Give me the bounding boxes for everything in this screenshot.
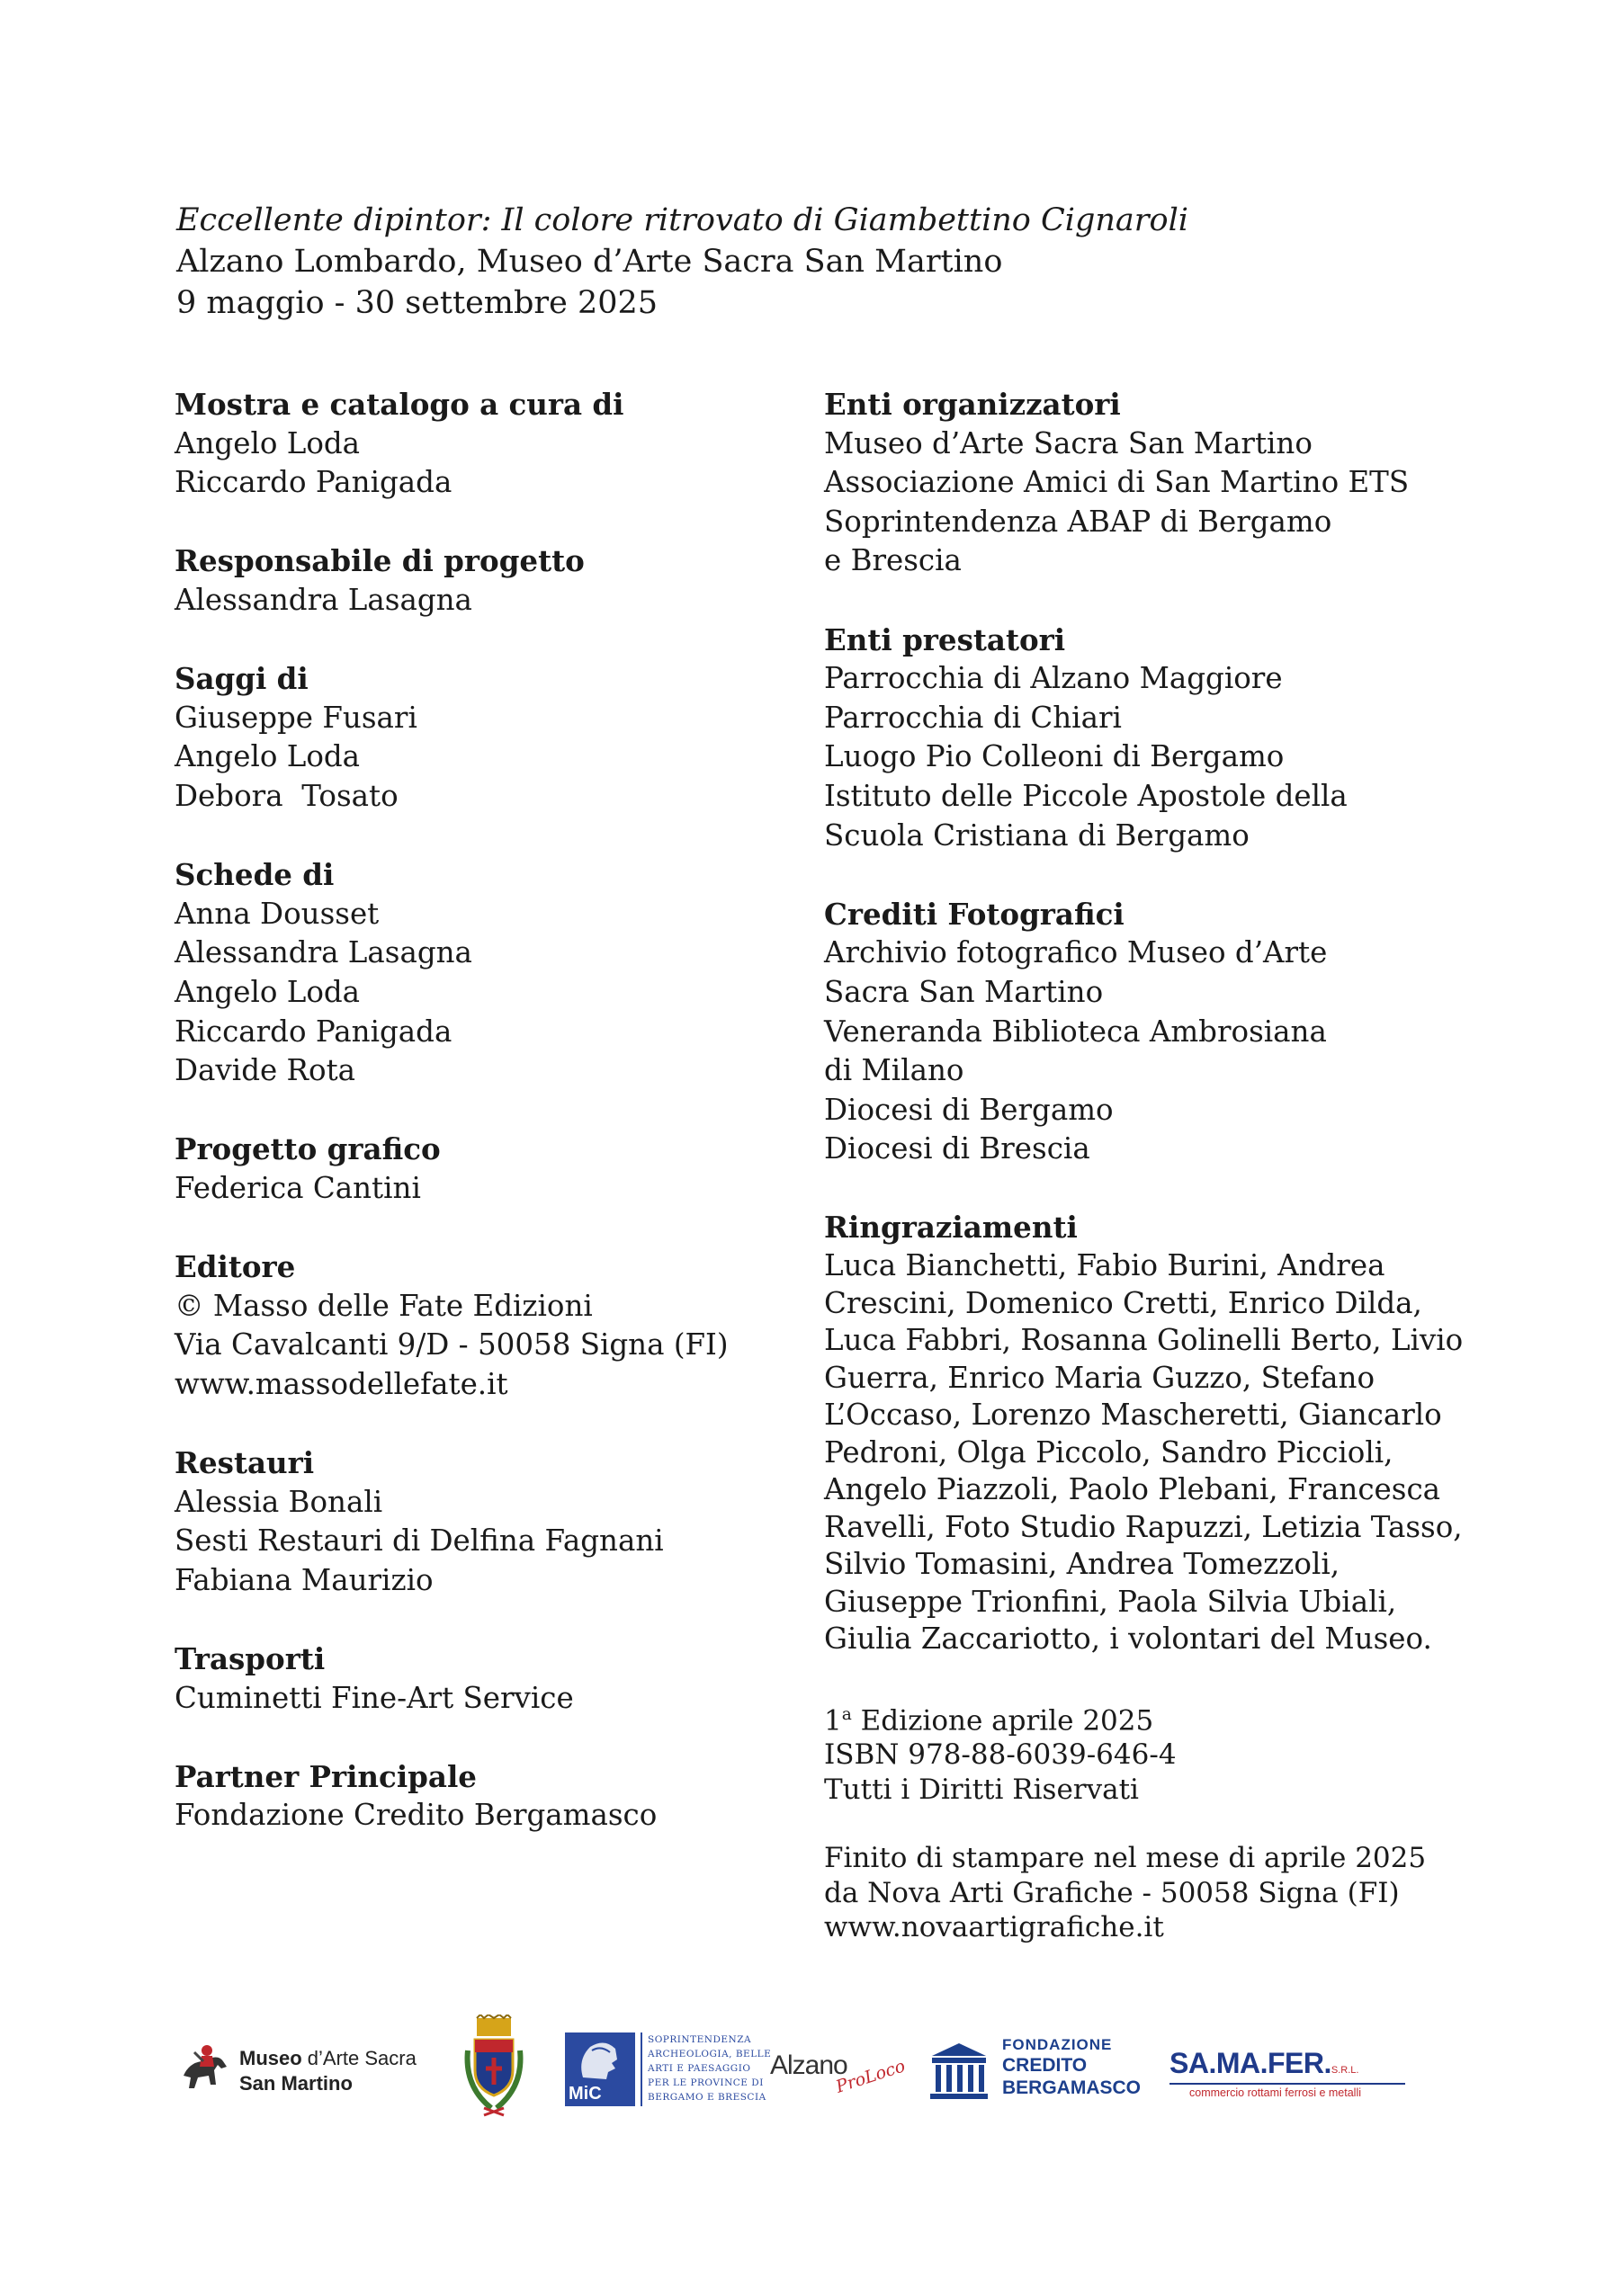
section-heading: Mostra e catalogo a cura di <box>175 387 624 422</box>
credit-line: e Brescia <box>824 543 962 578</box>
mic-head-icon <box>565 2032 635 2086</box>
credit-line: Alessandra Lasagna <box>175 935 472 970</box>
edition-line <box>824 1698 1454 1738</box>
credit-line: Parrocchia di Alzano Maggiore <box>824 661 1283 696</box>
alzano-proloco-logo <box>770 2050 914 2104</box>
credit-line: Federica Cantini <box>175 1170 421 1205</box>
credits-section <box>175 541 804 620</box>
printing-line: da Nova Arti Grafiche - 50058 Signa (FI) <box>824 1876 1400 1909</box>
credit-line: Giuseppe Fusari <box>175 700 417 735</box>
thanks-line: Crescini, Domenico Cretti, Enrico Dilda, <box>824 1285 1422 1320</box>
right-column <box>824 385 1464 1945</box>
exhibition-title: Eccellente dipintor: Il colore ritrovato di Giambettino Cignaroli <box>176 202 1188 238</box>
left-column <box>175 385 804 1836</box>
thanks-section <box>824 1208 1464 1657</box>
credit-line: Davide Rota <box>175 1053 356 1088</box>
credit-line: Museo d’Arte Sacra San Martino <box>824 425 1313 460</box>
samafer-name: SA.MA.FER. <box>1169 2047 1331 2079</box>
museo-logo-word: Museo <box>239 2047 302 2069</box>
museo-logo-line2: San Martino <box>239 2072 353 2095</box>
thanks-line: Guerra, Enrico Maria Guzzo, Stefano <box>824 1360 1376 1395</box>
thanks-line: Giuseppe Trionfini, Paola Silvia Ubiali, <box>824 1584 1397 1619</box>
edition-text: Edizione aprile 2025 <box>851 1703 1154 1737</box>
credit-line: Angelo Loda <box>175 425 361 460</box>
credits-section <box>175 855 804 1091</box>
credits-section <box>175 1757 804 1836</box>
mic-text-line: BERGAMO E BRESCIA <box>648 2092 766 2103</box>
temple-icon <box>928 2041 990 2101</box>
credit-line: Riccardo Panigada <box>175 1014 453 1049</box>
thanks-line: Pedroni, Olga Piccolo, Sandro Piccioli, <box>824 1434 1393 1470</box>
credit-line: Via Cavalcanti 9/D - 50058 Signa (FI) <box>175 1327 729 1362</box>
section-heading: Enti organizzatori <box>824 387 1121 422</box>
comune-coat-of-arms-logo <box>462 2015 525 2122</box>
credits-section <box>175 1639 804 1718</box>
credits-section <box>824 385 1454 581</box>
mic-mark <box>565 2032 635 2106</box>
credito-line1: FONDAZIONE <box>1002 2036 1113 2053</box>
credit-line: Sacra San Martino <box>824 974 1104 1009</box>
section-heading: Ringraziamenti <box>824 1210 1078 1246</box>
printing-line: Finito di stampare nel mese di aprile 2025 <box>824 1842 1427 1875</box>
credit-line: Veneranda Biblioteca Ambrosiana <box>824 1014 1327 1049</box>
credits-section <box>175 1130 804 1208</box>
credits-section <box>824 895 1454 1169</box>
thanks-line: Angelo Piazzoli, Paolo Plebani, Francesca <box>824 1472 1441 1507</box>
credit-line: Fabiana Maurizio <box>175 1562 434 1597</box>
printing-info <box>824 1841 1454 1945</box>
credit-line: Parrocchia di Chiari <box>824 700 1122 735</box>
rights: Tutti i Diritti Riservati <box>824 1773 1139 1806</box>
credit-line: Alessandra Lasagna <box>175 582 472 617</box>
credit-line: © Masso delle Fate Edizioni <box>175 1288 593 1323</box>
mic-soprintendenza-logo <box>565 2032 772 2106</box>
credit-line: Riccardo Panigada <box>175 465 453 500</box>
credit-line: Cuminetti Fine-Art Service <box>175 1680 574 1715</box>
thanks-line: Luca Bianchetti, Fabio Burini, Andrea <box>824 1248 1385 1283</box>
edition-number: 1 <box>824 1703 842 1737</box>
credit-line: Debora Tosato <box>175 778 399 813</box>
exhibition-dates: 9 maggio - 30 settembre 2025 <box>176 285 659 321</box>
section-heading: Crediti Fotografici <box>824 896 1125 932</box>
samafer-logo <box>1169 2047 1412 2101</box>
credits-section <box>175 659 804 816</box>
museo-logo-rest: d’Arte Sacra <box>301 2047 417 2069</box>
samafer-tagline: commercio rottami ferrosi e metalli <box>1189 2086 1362 2099</box>
section-heading: Enti prestatori <box>824 621 1066 657</box>
thanks-line: Luca Fabbri, Rosanna Golinelli Berto, Livio <box>824 1323 1464 1358</box>
printer-website-link[interactable]: www.novaartigrafiche.it <box>824 1911 1164 1944</box>
credit-line: Angelo Loda <box>175 974 361 1009</box>
sponsor-logos <box>176 2015 1436 2122</box>
thanks-line: Giulia Zaccariotto, i volontari del Museo. <box>824 1621 1432 1657</box>
credit-line: Diocesi di Bergamo <box>824 1092 1114 1127</box>
section-heading: Trasporti <box>175 1641 326 1676</box>
publisher-website-link[interactable]: www.massodellefate.it <box>175 1366 508 1401</box>
thanks-line: L’Occaso, Lorenzo Mascheretti, Giancarlo <box>824 1398 1442 1433</box>
credit-line: Fondazione Credito Bergamasco <box>175 1798 658 1833</box>
credits-section <box>175 1247 804 1404</box>
credit-line: Diocesi di Brescia <box>824 1131 1090 1166</box>
credit-line: Istituto delle Piccole Apostole della <box>824 778 1348 813</box>
credit-line: Scuola Cristiana di Bergamo <box>824 817 1250 853</box>
credito-line2: CREDITO <box>1002 2055 1088 2076</box>
credito-line3: BERGAMASCO <box>1002 2077 1142 2098</box>
thanks-line: Ravelli, Foto Studio Rapuzzi, Letizia Tasso, <box>824 1509 1463 1544</box>
thanks-line: Silvio Tomasini, Andrea Tomezzoli, <box>824 1547 1340 1582</box>
mic-text-line: ARCHEOLOGIA, BELLE <box>648 2049 772 2059</box>
edition-info <box>824 1698 1454 1808</box>
exhibition-venue: Alzano Lombardo, Museo d’Arte Sacra San Martino <box>176 244 1003 280</box>
section-heading: Schede di <box>175 857 335 893</box>
credits-section <box>824 621 1454 856</box>
museo-san-martino-logo <box>176 2040 446 2103</box>
credit-line: Luogo Pio Colleoni di Bergamo <box>824 739 1285 774</box>
samafer-suffix: S.R.L. <box>1331 2065 1359 2076</box>
section-heading: Partner Principale <box>175 1758 477 1794</box>
credit-line: Associazione Amici di San Martino ETS <box>824 465 1410 500</box>
section-heading: Responsabile di progetto <box>175 543 585 579</box>
coat-of-arms-icon <box>462 2015 525 2122</box>
credit-line: Archivio fotografico Museo d’Arte <box>824 935 1328 970</box>
section-heading: Progetto grafico <box>175 1131 441 1167</box>
mic-text-line: SOPRINTENDENZA <box>648 2034 752 2045</box>
mic-text-line: ARTI E PAESAGGIO <box>648 2063 751 2074</box>
san-martino-horse-icon <box>176 2040 232 2099</box>
credits-section <box>175 1443 804 1600</box>
credit-line: Sesti Restauri di Delfina Fagnani <box>175 1523 664 1559</box>
mic-label: MiC <box>569 2084 602 2104</box>
edition-ordinal: a <box>841 1704 852 1724</box>
credit-line: Anna Dousset <box>175 896 380 931</box>
section-heading: Restauri <box>175 1445 315 1481</box>
credit-line: Angelo Loda <box>175 739 361 774</box>
credits-section <box>175 385 804 503</box>
alzano-logo-word: Alzano <box>770 2050 847 2080</box>
mic-text-line: PER LE PROVINCE DI <box>648 2077 764 2088</box>
section-heading: Editore <box>175 1249 296 1285</box>
isbn: ISBN 978-88-6039-646-4 <box>824 1738 1177 1772</box>
colophon-header <box>176 200 1188 324</box>
fondazione-credito-bergamasco-logo <box>928 2036 1153 2108</box>
credit-line: Soprintendenza ABAP di Bergamo <box>824 504 1332 539</box>
credit-line: Alessia Bonali <box>175 1484 383 1519</box>
credit-line: di Milano <box>824 1053 964 1088</box>
proloco-script: ProLoco <box>833 2056 908 2097</box>
section-heading: Saggi di <box>175 661 309 697</box>
